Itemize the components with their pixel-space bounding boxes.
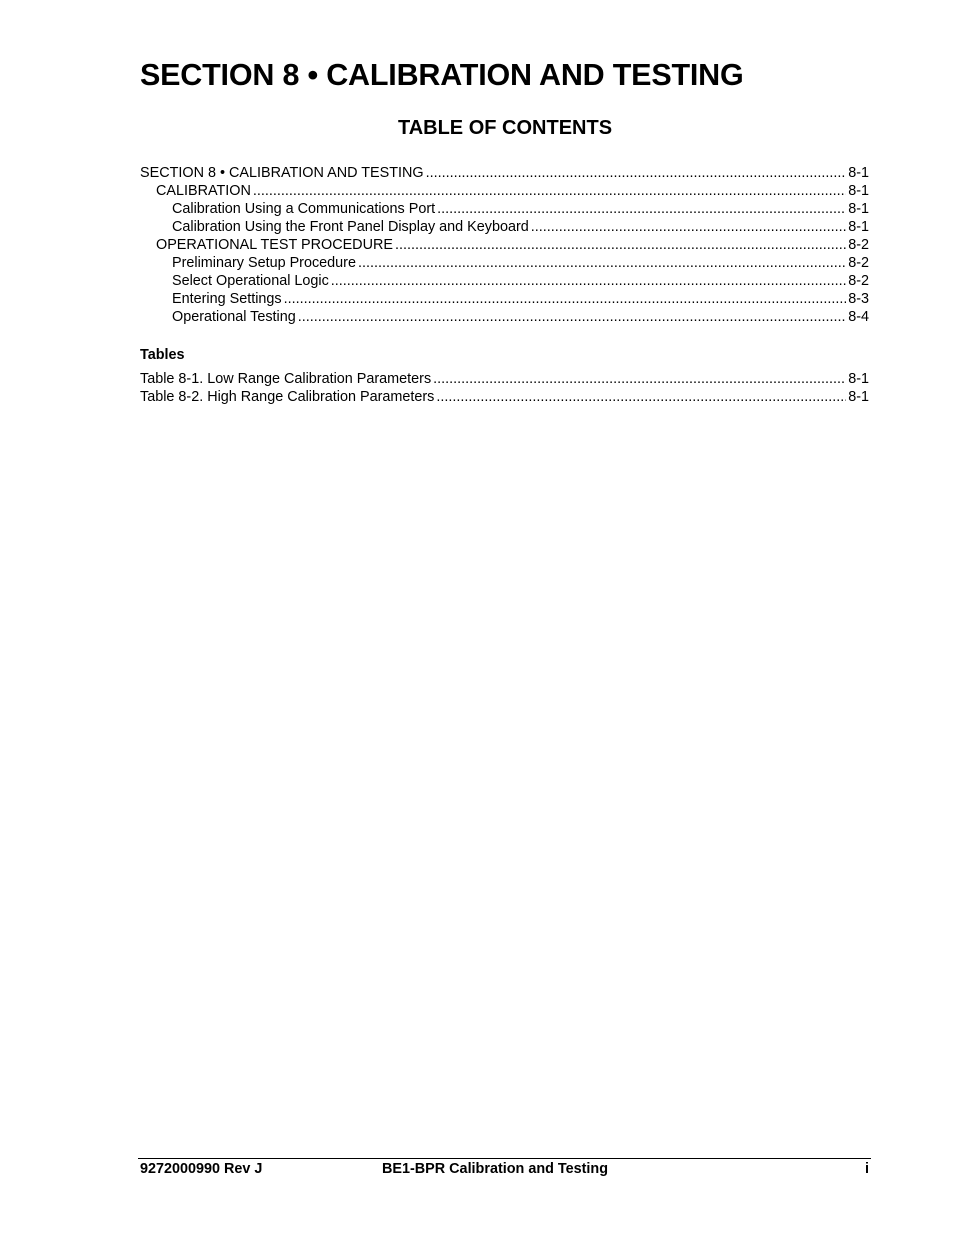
toc-dot-leader bbox=[358, 254, 846, 272]
table-list-entry[interactable] bbox=[140, 388, 869, 406]
footer-page-number: i bbox=[865, 1161, 869, 1177]
tables-heading: Tables bbox=[140, 347, 185, 363]
toc-entry-title: Select Operational Logic bbox=[172, 273, 329, 289]
toc-entry-title: Preliminary Setup Procedure bbox=[172, 255, 356, 271]
toc-entry-title: Calibration Using the Front Panel Display and Keyboard bbox=[172, 219, 529, 235]
toc-dot-leader bbox=[531, 218, 846, 236]
toc-dot-leader bbox=[284, 290, 847, 308]
table-list-entry-page: 8-1 bbox=[848, 389, 869, 405]
toc-entry[interactable] bbox=[140, 218, 869, 236]
toc-entry-title: Entering Settings bbox=[172, 291, 282, 307]
table-list-entry-page: 8-1 bbox=[848, 371, 869, 387]
footer-doc-number: 9272000990 Rev J bbox=[140, 1161, 263, 1177]
toc-entry[interactable] bbox=[140, 164, 869, 182]
toc-heading: TABLE OF CONTENTS bbox=[397, 117, 613, 139]
toc-entry-title: CALIBRATION bbox=[156, 183, 251, 199]
table-list-entry-title: Table 8-1. Low Range Calibration Parameters bbox=[140, 371, 432, 387]
table-list-entry[interactable] bbox=[140, 370, 869, 388]
toc-entry-page: 8-4 bbox=[848, 309, 869, 325]
toc-dot-leader bbox=[331, 272, 846, 290]
toc-entry-page: 8-2 bbox=[848, 255, 869, 271]
toc-entry-title: SECTION 8 • CALIBRATION AND TESTING bbox=[140, 165, 424, 181]
toc-entry-title: Calibration Using a Communications Port bbox=[172, 201, 436, 217]
toc-dot-leader bbox=[253, 182, 846, 200]
list-of-tables bbox=[140, 370, 869, 406]
toc-entry-title: Operational Testing bbox=[172, 309, 296, 325]
toc-dot-leader bbox=[437, 200, 846, 218]
page-footer bbox=[140, 1160, 869, 1178]
toc-entry-page: 8-2 bbox=[848, 273, 869, 289]
toc-entry[interactable] bbox=[140, 308, 869, 326]
table-of-contents bbox=[140, 164, 869, 326]
toc-entry-page: 8-1 bbox=[848, 183, 869, 199]
toc-dot-leader bbox=[298, 308, 846, 326]
toc-entry[interactable] bbox=[140, 200, 869, 218]
page-title: SECTION 8 • CALIBRATION AND TESTING bbox=[140, 58, 744, 92]
toc-entry[interactable] bbox=[140, 290, 869, 308]
toc-entry-page: 8-1 bbox=[848, 201, 869, 217]
toc-entry-page: 8-3 bbox=[848, 291, 869, 307]
toc-entry[interactable] bbox=[140, 182, 869, 200]
toc-entry-title: OPERATIONAL TEST PROCEDURE bbox=[156, 237, 393, 253]
toc-entry-page: 8-1 bbox=[848, 219, 869, 235]
table-list-entry-title: Table 8-2. High Range Calibration Parameters bbox=[140, 389, 435, 405]
toc-dot-leader bbox=[426, 164, 847, 182]
toc-entry[interactable] bbox=[140, 254, 869, 272]
toc-entry-page: 8-1 bbox=[848, 165, 869, 181]
toc-dot-leader bbox=[433, 370, 846, 388]
toc-entry[interactable] bbox=[140, 236, 869, 254]
toc-entry-page: 8-2 bbox=[848, 237, 869, 253]
toc-entry[interactable] bbox=[140, 272, 869, 290]
toc-dot-leader bbox=[395, 236, 846, 254]
toc-dot-leader bbox=[436, 388, 846, 406]
footer-divider bbox=[138, 1158, 871, 1159]
footer-doc-title: BE1-BPR Calibration and Testing bbox=[382, 1161, 609, 1177]
